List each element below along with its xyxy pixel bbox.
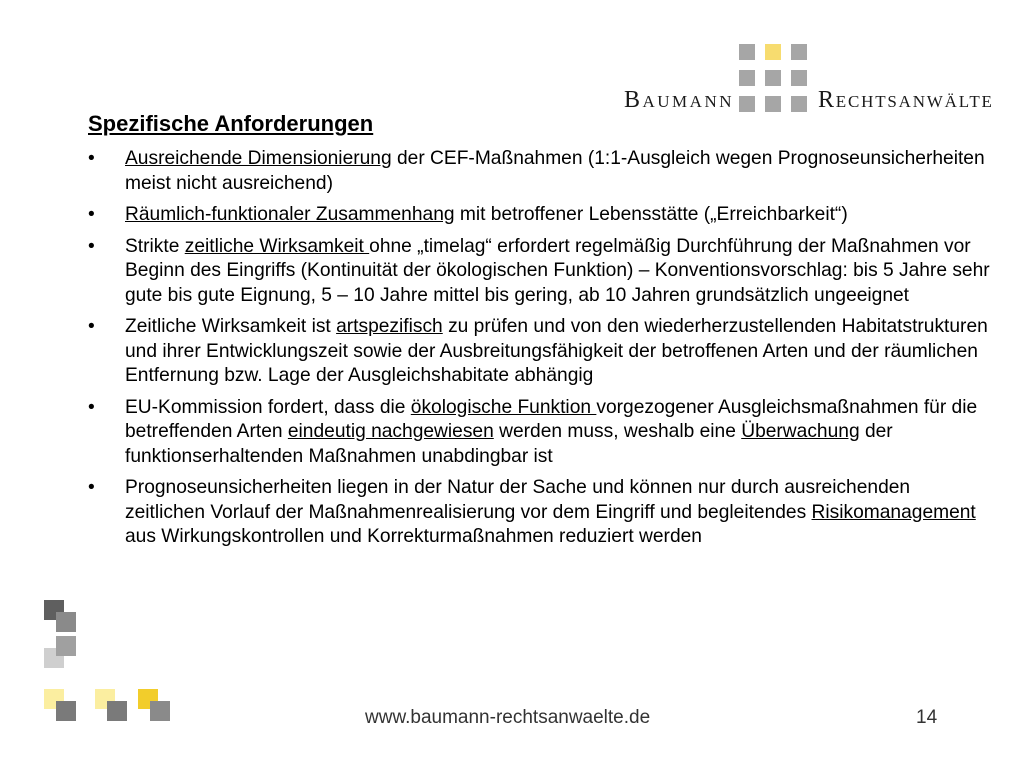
logo-square [739,70,755,86]
bullet-text: werden muss, weshalb eine [493,421,742,442]
bullet-symbol: • [88,204,95,225]
bullet-text: Prognoseunsicherheiten liegen in der Natur der Sache und können nur durch ausreichenden zeitlichen Vorlauf der Maßnahmenrealisierung vor dem Eingriff und begleitendes [125,477,911,523]
underlined-term: artspezifisch [336,316,443,337]
bullet-text: EU-Kommission fordert, dass die [125,396,411,418]
bullet-item [88,147,993,196]
brand-name-left: Baumann [624,87,735,113]
bullet-text: mit betroffener Lebensstätte („Erreichbarkeit“) [454,204,848,225]
bullet-symbol: • [88,148,95,169]
logo-square [791,70,807,86]
brand-name-right: Rechtsanwälte [818,87,994,113]
decor-square [56,612,76,632]
decor-square [150,701,170,721]
logo-square [765,70,781,86]
bullet-symbol: • [88,235,95,257]
bullet-text: ohne „timelag“ erfordert regelmäßig Durchführung der Maßnahmen vor Beginn des Eingriffs (Kontinuität der ökologischen Funktion) – Konventionsvorschlag: bis 5 Jahre sehr gute bis gute Eignung, 5 – 10 Jahre mittel bis gering, ab 10 Jahren grundsätzlich ungeeignet [125,235,990,306]
bullet-item [88,396,993,470]
underlined-term: Räumlich-funktionaler Zusammenhang [125,204,455,225]
bullet-text: der funktionserhaltenden Maßnahmen unabdingbar ist [125,421,893,467]
bullet-list [88,147,993,550]
underlined-term: eindeutig nachgewiesen [287,421,494,442]
underlined-term: ökologische Funktion [410,396,597,418]
bullet-text: Strikte [125,235,185,257]
slide-content [88,110,993,557]
decor-square [107,701,127,721]
bullet-text: vorgezogener Ausgleichsmaßnahmen für die betreffenden Arten [125,396,978,442]
underlined-term: Überwachung [741,421,860,442]
logo-square [739,44,755,60]
slide-heading: Spezifische Anforderungen [88,111,374,136]
footer-website[interactable]: www.baumann-rechtsanwaelte.de [365,707,651,728]
bullet-symbol: • [88,477,95,498]
bullet-text: aus Wirkungskontrollen und Korrekturmaßnahmen reduziert werden [125,526,702,547]
bullet-item [88,203,993,228]
bullet-text: der CEF-Maßnahmen (1:1-Ausgleich wegen Prognoseunsicherheiten meist nicht ausreichend) [125,148,985,194]
bullet-item [88,235,993,309]
bullet-symbol: • [88,316,95,337]
bullet-symbol: • [88,396,95,418]
bullet-text: zu prüfen und von den wiederherzustellenden Habitatstrukturen und ihrer Entwicklungszeit sowie der Ausbreitungsfähigkeit der betroffenen Arten und der räumlichen Entfernung bzw. Lage der Ausgleichshabitate abhängig [125,316,988,386]
bullet-item [88,315,993,389]
decorative-squares [0,590,200,730]
underlined-term: Risikomanagement [811,501,976,523]
decor-square [56,636,76,656]
logo-square [765,44,781,60]
underlined-term: zeitliche Wirksamkeit [184,235,370,257]
bullet-text: Zeitliche Wirksamkeit ist [125,316,337,337]
underlined-term: Ausreichende Dimensionierung [125,148,392,169]
bullet-item [88,476,993,550]
logo-square [791,44,807,60]
decor-square [56,701,76,721]
page-number: 14 [916,707,938,728]
